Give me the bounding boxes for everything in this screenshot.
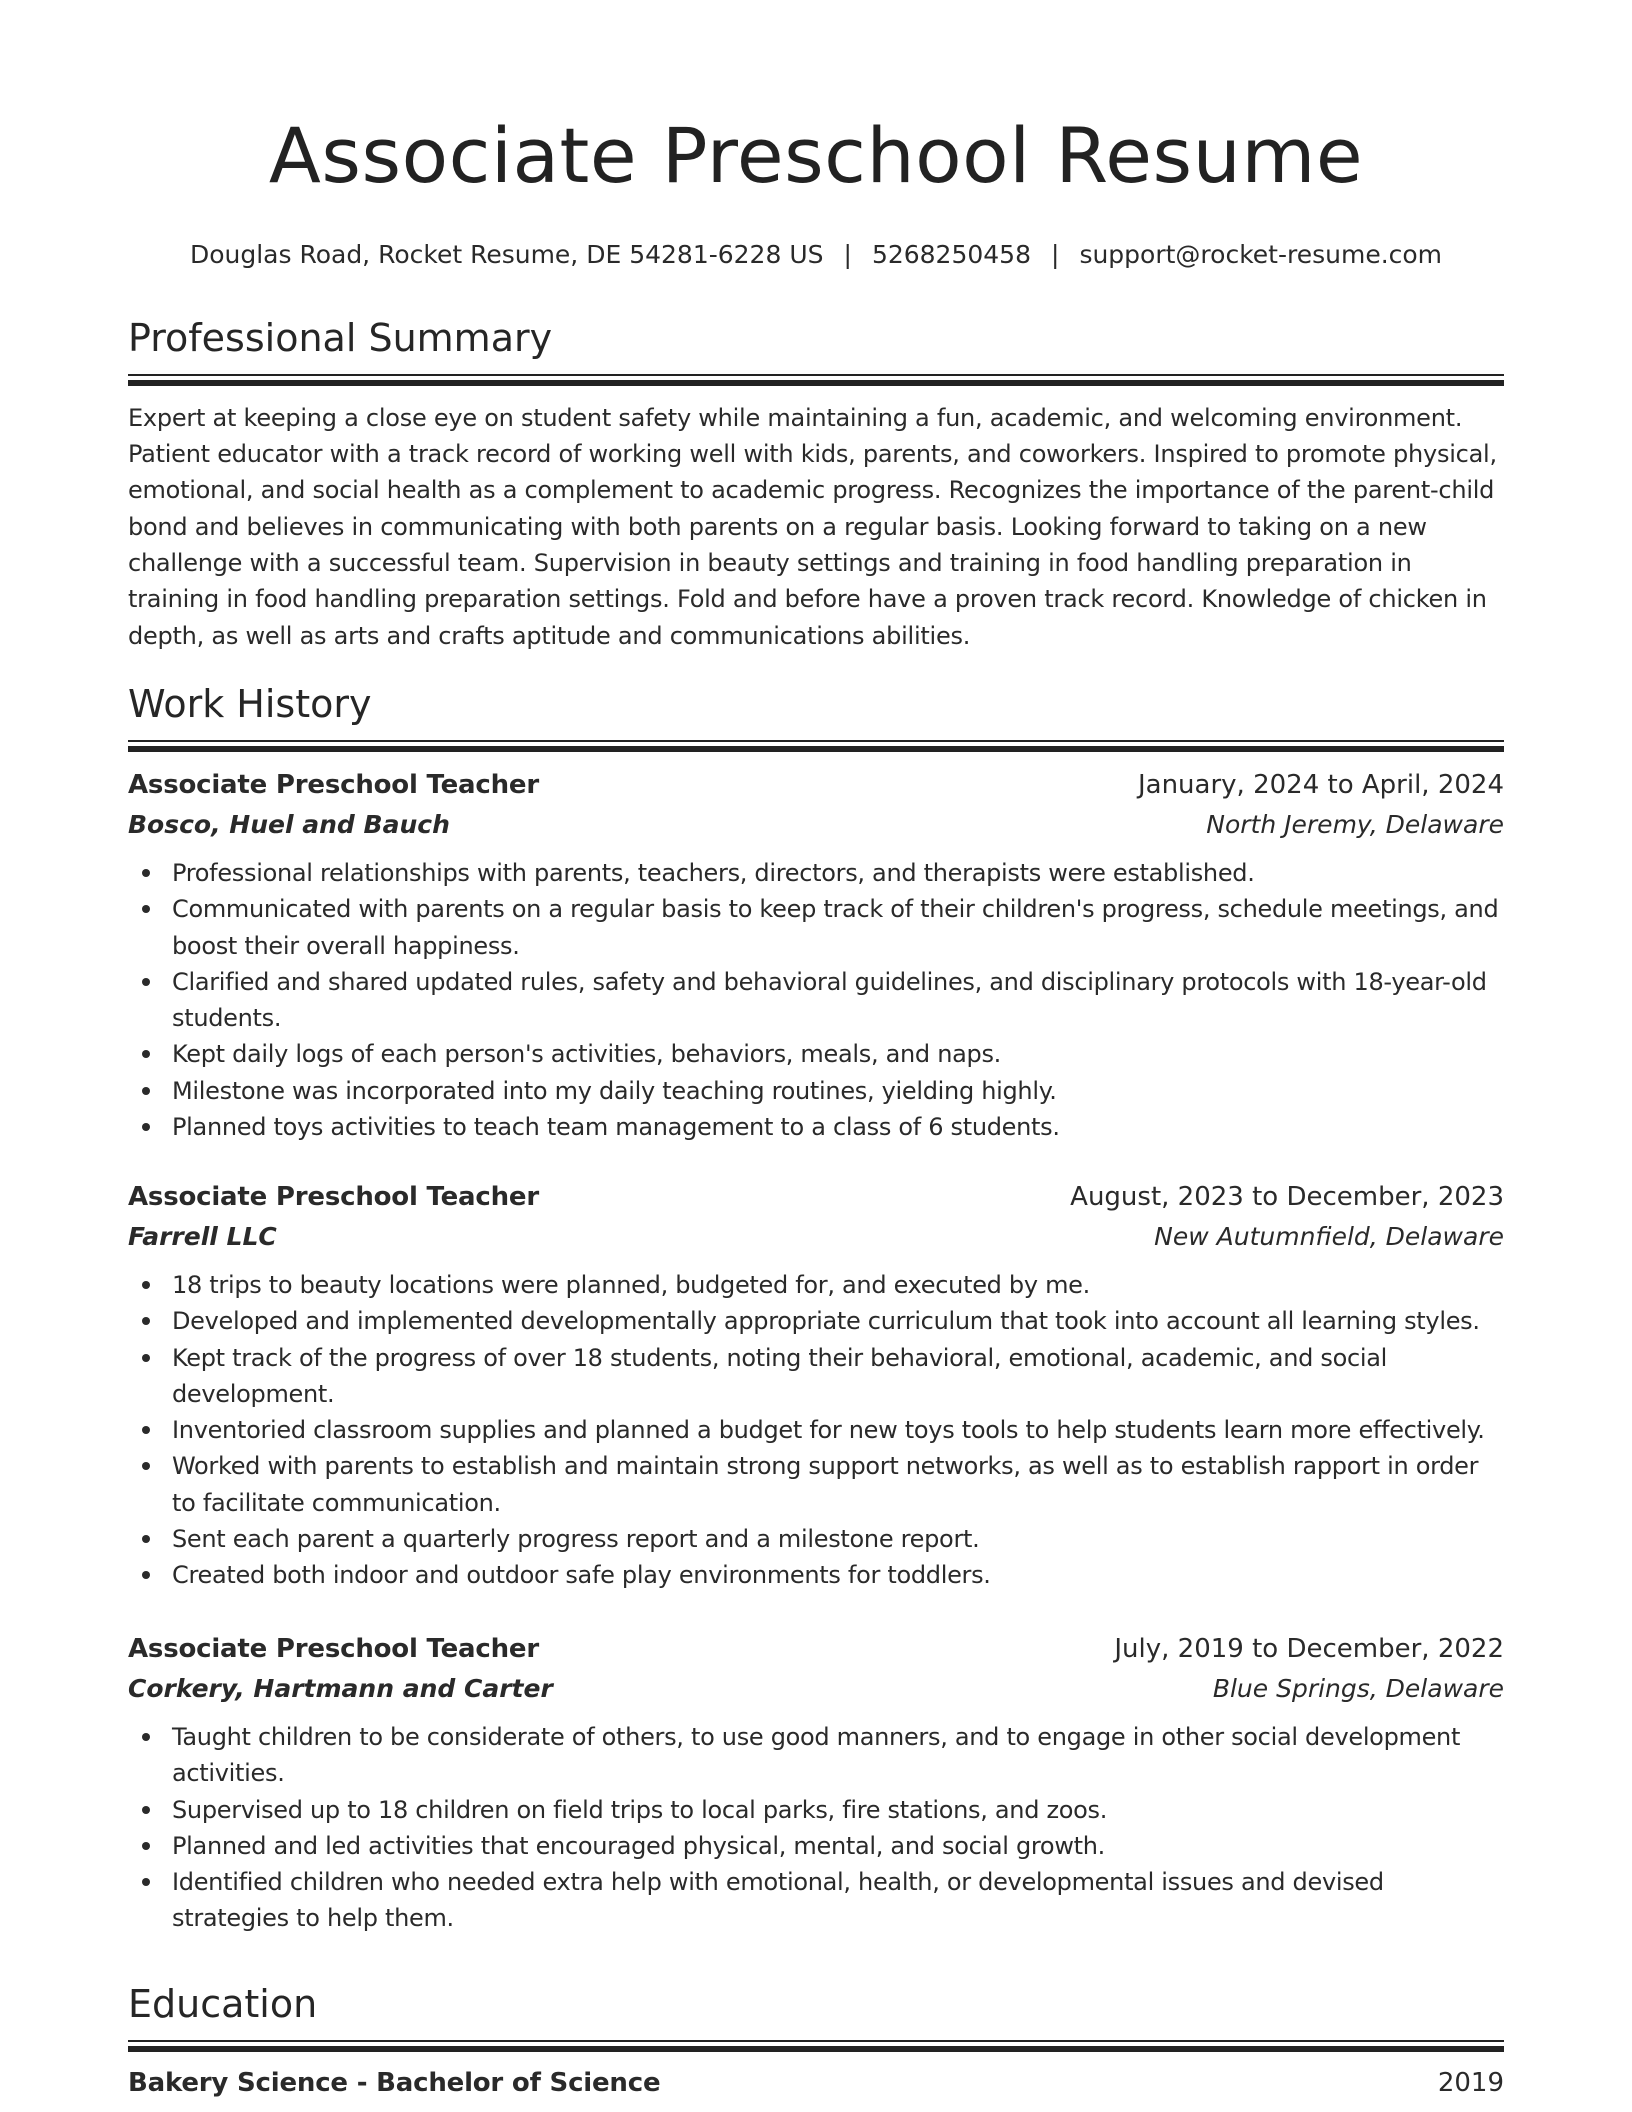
list-item: Worked with parents to establish and maintain strong support networks, as well as to establish rapport in order to facilitate communication. (128, 1448, 1504, 1521)
work-history-heading: Work History (128, 682, 372, 726)
job-entry (128, 1182, 1504, 1594)
job-location: North Jeremy, Delaware (1206, 810, 1504, 839)
list-item: Identified children who needed extra help with emotional, health, or developmental issues and devised strategies to help them. (128, 1864, 1504, 1937)
contact-separator: | (1051, 240, 1060, 269)
job-title: Associate Preschool Teacher (128, 1634, 539, 1664)
summary-heading: Professional Summary (128, 316, 553, 360)
list-item: Kept daily logs of each person's activities, behaviors, meals, and naps. (128, 1036, 1504, 1072)
list-item: Inventoried classroom supplies and planned a budget for new toys tools to help students learn more effectively. (128, 1412, 1504, 1448)
education-section (128, 1984, 1504, 2098)
job-title: Associate Preschool Teacher (128, 770, 539, 800)
contact-separator: | (843, 240, 852, 269)
contact-email: support@rocket-resume.com (1079, 240, 1443, 269)
section-divider (128, 740, 1504, 752)
job-location: Blue Springs, Delaware (1212, 1674, 1504, 1703)
job-location: New Autumnfield, Delaware (1154, 1222, 1504, 1251)
list-item: Kept track of the progress of over 18 students, noting their behavioral, emotional, academic, and social development. (128, 1340, 1504, 1413)
education-heading: Education (128, 1982, 318, 2026)
list-item: Sent each parent a quarterly progress report and a milestone report. (128, 1521, 1504, 1557)
list-item: Supervised up to 18 children on field trips to local parks, fire stations, and zoos. (128, 1792, 1504, 1828)
list-item: Professional relationships with parents, teachers, directors, and therapists were established. (128, 855, 1504, 891)
list-item: Created both indoor and outdoor safe play environments for toddlers. (128, 1557, 1504, 1593)
list-item: Planned toys activities to teach team management to a class of 6 students. (128, 1109, 1504, 1145)
job-dates: July, 2019 to December, 2022 (1114, 1634, 1504, 1664)
list-item: Developed and implemented developmentally appropriate curriculum that took into account all learning styles. (128, 1303, 1504, 1339)
list-item: Communicated with parents on a regular basis to keep track of their children's progress, schedule meetings, and boost their overall happiness. (128, 891, 1504, 964)
list-item: Clarified and shared updated rules, safety and behavioral guidelines, and disciplinary protocols with 18-year-old students. (128, 964, 1504, 1037)
job-title: Associate Preschool Teacher (128, 1182, 539, 1212)
work-history-section (128, 684, 1504, 752)
list-item: 18 trips to beauty locations were planned, budgeted for, and executed by me. (128, 1267, 1504, 1303)
job-dates: January, 2024 to April, 2024 (1137, 770, 1504, 800)
job-dates: August, 2023 to December, 2023 (1070, 1182, 1504, 1212)
section-divider (128, 2040, 1504, 2052)
list-item: Taught children to be considerate of others, to use good manners, and to engage in other social development activities. (128, 1719, 1504, 1792)
summary-text: Expert at keeping a close eye on student safety while maintaining a fun, academic, and welcoming environment. Patient educator with a track record of working well with kids, parents, and coworkers. Inspired to promote physical, emotional, and social health as a complement to academic progress. Recognizes the importance of the parent-child bond and believes in communicating with both parents on a regular basis. Looking forward to taking on a new challenge with a successful team. Supervision in beauty settings and training in food handling preparation in training in food handling preparation settings. Fold and before have a proven track record. Knowledge of chicken in depth, as well as arts and crafts aptitude and communications abilities. (128, 403, 1497, 650)
job-bullets (128, 1267, 1504, 1594)
summary-section (128, 318, 1504, 654)
job-entry (128, 770, 1504, 1145)
job-company: Corkery, Hartmann and Carter (128, 1674, 553, 1703)
job-entry (128, 1634, 1504, 1937)
job-bullets (128, 1719, 1504, 1937)
education-year: 2019 (1437, 2067, 1504, 2098)
list-item: Milestone was incorporated into my daily teaching routines, yielding highly. (128, 1073, 1504, 1109)
job-company: Farrell LLC (128, 1222, 277, 1251)
contact-phone: 5268250458 (871, 240, 1031, 269)
section-divider (128, 374, 1504, 386)
job-company: Bosco, Huel and Bauch (128, 810, 450, 839)
list-item: Planned and led activities that encouraged physical, mental, and social growth. (128, 1828, 1504, 1864)
page-title: Associate Preschool Resume (268, 111, 1364, 200)
contact-line (128, 240, 1504, 270)
contact-address: Douglas Road, Rocket Resume, DE 54281-6228 US (189, 240, 824, 269)
education-degree: Bakery Science - Bachelor of Science (128, 2067, 661, 2098)
job-bullets (128, 855, 1504, 1145)
